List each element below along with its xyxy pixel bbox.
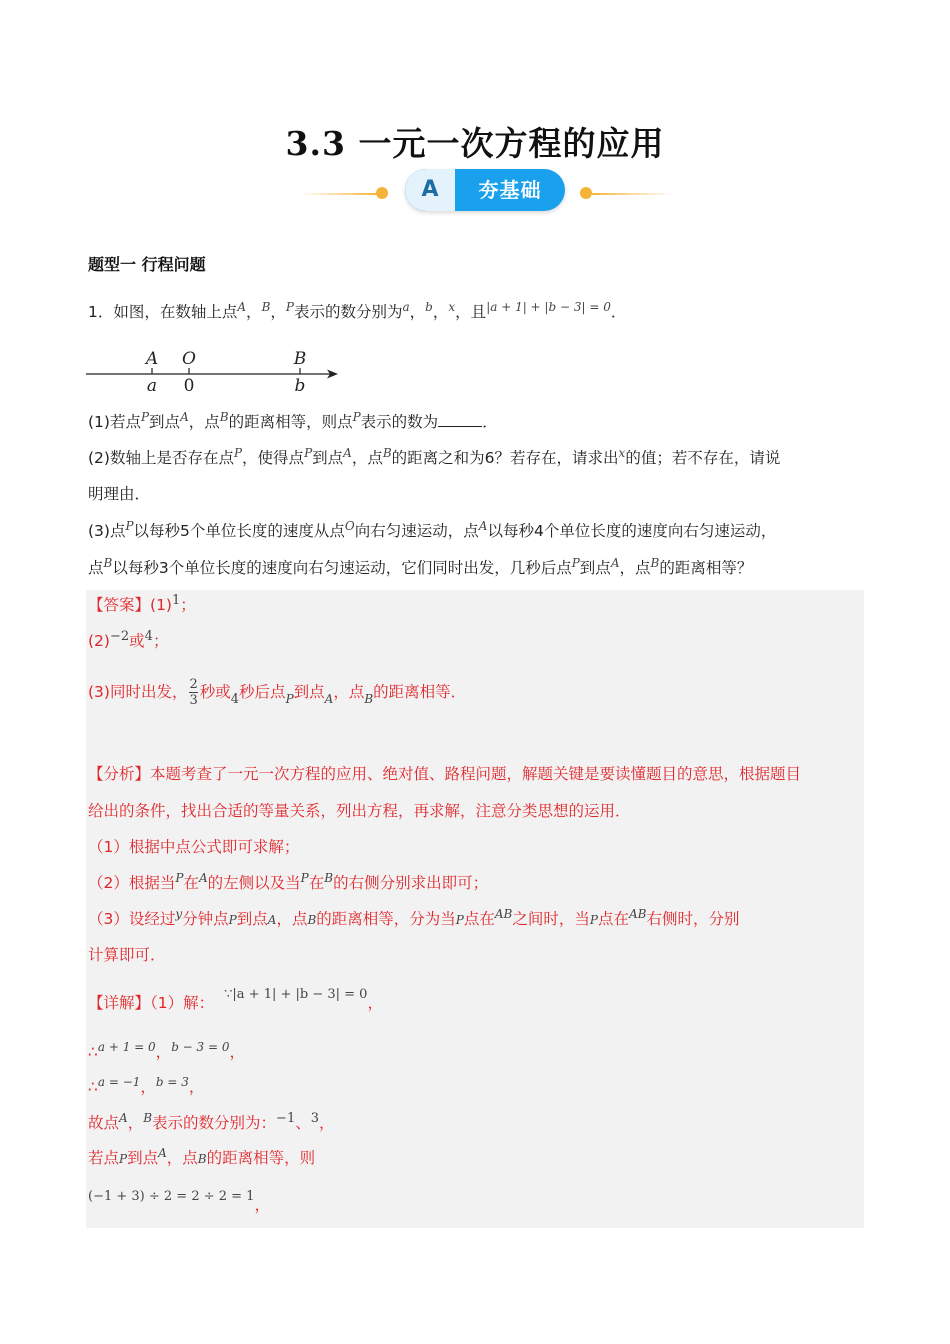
analysis-line-2: 给出的条件，找出合适的等量关系，列出方程，再求解，注意分类思想的运用． (88, 802, 631, 820)
badge-letter: A (405, 169, 455, 211)
badge-text: 夯基础 (478, 178, 542, 202)
detail-line-6: (−1 + 3) ÷ 2 = 2 ÷ 2 = 1， (88, 1189, 270, 1214)
sub-question-2: (2)数轴上是否存在点$^P$，使得点$^P$到点$^A$，点$^B$的距离之和为6？若存在，请求出$^x$的值；若不存在，请说 (88, 446, 781, 467)
sub-question-3: (3)点$^P$以每秒5个单位长度的速度从点$^O$向右匀速运动，点$^A$以每秒4个单位长度的速度向右匀速运动， (88, 519, 777, 540)
answer-1: 【答案】$(1)^1$； (88, 593, 196, 614)
page-title: 3.3 一元一次方程的应用 (285, 124, 665, 163)
label-B: B (293, 349, 307, 369)
fraction-two-thirds: $\frac{2}{3}$ (189, 677, 198, 708)
decor-dot-right (580, 187, 592, 199)
analysis-label: 【分析】 (88, 765, 151, 783)
sub-question-2-cont: 明理由． (88, 485, 151, 503)
section-badge (405, 169, 565, 211)
analysis-line-1: 【分析】本题考查了一元一次方程的应用、绝对值、路程问题，解题关键是要读懂题目的意思，根据题目 (88, 765, 802, 783)
analysis-step-3: （3）设经过$^y$分钟点P到点A，点B的距离相等，分为当P点在$^{AB}$之间时，当P点在$^{AB}$右侧时，分别 (88, 907, 740, 928)
condition-equation: |a + 1| + |b − 3| = 0 (486, 300, 611, 314)
label-O: O (182, 349, 196, 369)
answer-blank (438, 412, 482, 427)
decor-line-right (592, 193, 672, 195)
detail-line-4: 故点$^A$，$^B$表示的数分别为：$^{-1}$、$^3$， (88, 1111, 335, 1132)
label-b: b (294, 376, 306, 396)
decor-line-left (300, 193, 378, 195)
label-A: A (145, 349, 159, 369)
section-heading: 题型一 行程问题 (88, 255, 206, 274)
number-line-figure (84, 344, 344, 396)
detail-label: 【详解】 (88, 994, 151, 1012)
answer-3: (3)同时出发， $\frac{2}{3}$ 秒或$_4$秒后点$_P$到点$_A$，点$_B$的距离相等． (88, 677, 467, 708)
question-stem: 1．如图，在数轴上点$^A$，$^B$，$^P$表示的数分别为$^a$，$^b$，$^x$，且$^{|a + 1| + |b - 3| = 0}$． (88, 300, 627, 321)
decor-dot-left (376, 187, 388, 199)
analysis-step-2: （2）根据当$^P$在$^A$的左侧以及当$^P$在$^B$的右侧分别求出即可； (88, 871, 489, 892)
label-zero: 0 (183, 376, 195, 396)
label-a: a (146, 376, 158, 396)
sub-question-1: (1)若点$^P$到点$^A$，点$^B$的距离相等，则点$^P$表示的数为 ． (88, 410, 498, 431)
sub-question-3-cont: 点$^B$以每秒3个单位长度的速度向右匀速运动，它们同时出发，几秒后点$^P$到点$^A$，点$^B$的距离相等？ (88, 556, 753, 577)
analysis-step-3-cont: 计算即可． (88, 946, 166, 964)
answer-2: $(2)^{-2}$或$^4$； (88, 629, 169, 650)
detail-line-3: ∴$^{a = -1}$，$^{b = 3}$， (88, 1075, 205, 1096)
analysis-step-1: （1）根据中点公式即可求解； (88, 838, 300, 856)
detail-line-5: 若点P到点$^A$，点B的距离相等，则 (88, 1146, 316, 1167)
detail-line-2: ∴$^{a + 1 = 0}$，$^{b - 3 = 0}$， (88, 1040, 246, 1061)
detail-line-1: 【详解】（1）解： $^{\because|a + 1| + |b - 3| = 0}$， (88, 987, 383, 1012)
answer-label: 【答案】 (88, 596, 151, 614)
